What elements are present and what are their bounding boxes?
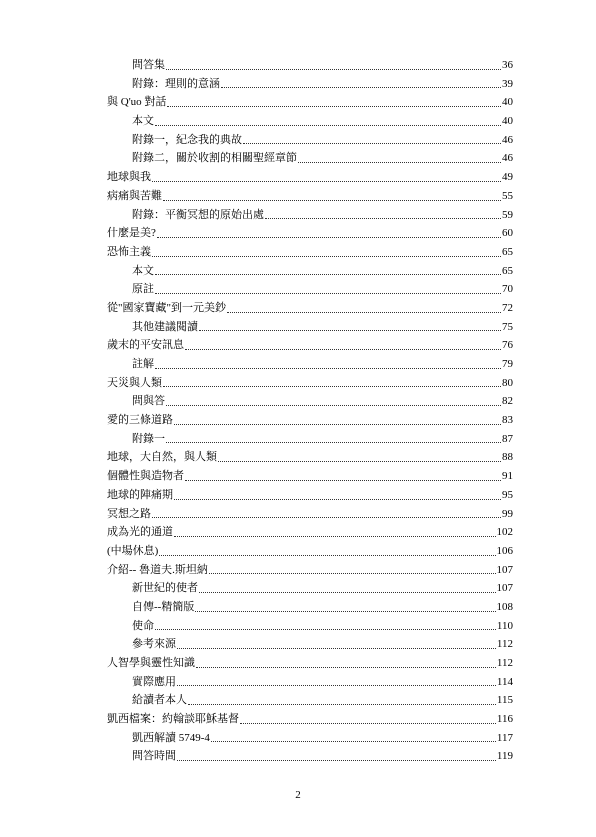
toc-entry-page: 70 bbox=[502, 283, 513, 296]
toc-entry-page: 72 bbox=[502, 301, 513, 314]
dot-leader bbox=[155, 125, 501, 126]
toc-entry-page: 82 bbox=[502, 395, 513, 408]
toc-entry-title: 其他建議閱讀 bbox=[132, 320, 198, 333]
toc-entry-title: 附錄一，紀念我的典故 bbox=[132, 133, 242, 146]
toc-entry-title: 病痛與苦難 bbox=[107, 189, 162, 202]
toc-entry-page: 55 bbox=[502, 189, 513, 202]
toc-entry[interactable] bbox=[0, 224, 596, 243]
toc-entry[interactable] bbox=[0, 691, 596, 710]
dot-leader bbox=[152, 181, 501, 182]
toc-entry-title: 愛的三條道路 bbox=[107, 414, 173, 427]
toc-entry-title: 附錄：平衡冥想的原始出處 bbox=[132, 208, 264, 221]
dot-leader bbox=[298, 162, 501, 163]
toc-entry-title: 凱西解讀 5749-4 bbox=[132, 731, 210, 744]
toc-entry-title: 本文 bbox=[132, 115, 154, 128]
dot-leader bbox=[221, 87, 501, 88]
toc-entry[interactable] bbox=[0, 673, 596, 692]
dot-leader bbox=[177, 760, 496, 761]
toc-entry-title: 實際應用 bbox=[132, 675, 176, 688]
toc-entry-page: 59 bbox=[502, 208, 513, 221]
toc-entry-page: 99 bbox=[502, 507, 513, 520]
toc-entry[interactable] bbox=[0, 523, 596, 542]
toc-entry-page: 65 bbox=[502, 264, 513, 277]
toc-entry[interactable] bbox=[0, 187, 596, 206]
toc-entry-title: 成為光的通道 bbox=[107, 526, 173, 539]
toc-entry-title: 附錄一 bbox=[132, 432, 165, 445]
toc-entry-page: 88 bbox=[502, 451, 513, 464]
dot-leader bbox=[167, 106, 501, 107]
toc-entry-title: 凱西檔案：約翰談耶穌基督 bbox=[107, 713, 239, 726]
dot-leader bbox=[152, 256, 501, 257]
toc-entry-title: 問與答 bbox=[132, 395, 165, 408]
page-number: 2 bbox=[295, 789, 301, 801]
dot-leader bbox=[211, 741, 496, 742]
toc-entry[interactable] bbox=[0, 336, 596, 355]
toc-entry[interactable] bbox=[0, 56, 596, 75]
toc-entry[interactable] bbox=[0, 299, 596, 318]
dot-leader bbox=[166, 69, 501, 70]
toc-entry[interactable] bbox=[0, 654, 596, 673]
dot-leader bbox=[209, 573, 496, 574]
toc-entry-title: 問答時間 bbox=[132, 750, 176, 763]
toc-entry-page: 46 bbox=[502, 133, 513, 146]
dot-leader bbox=[155, 274, 501, 275]
dot-leader bbox=[174, 536, 496, 537]
toc-entry[interactable] bbox=[0, 486, 596, 505]
toc-entry[interactable] bbox=[0, 280, 596, 299]
toc-entry-page: 65 bbox=[502, 245, 513, 258]
toc-entry-page: 117 bbox=[496, 731, 513, 744]
toc-entry-title: 使命 bbox=[132, 619, 154, 632]
toc-entry-title: 地球，大自然，與人類 bbox=[107, 451, 217, 464]
dot-leader bbox=[243, 143, 501, 144]
toc-entry-page: 80 bbox=[502, 376, 513, 389]
dot-leader bbox=[188, 704, 496, 705]
dot-leader bbox=[177, 648, 496, 649]
dot-leader bbox=[195, 611, 495, 612]
toc-entry-title: 與 Q'uo 對話 bbox=[107, 96, 167, 109]
toc-entry[interactable] bbox=[0, 262, 596, 281]
toc-entry[interactable] bbox=[0, 355, 596, 374]
toc-entry[interactable] bbox=[0, 505, 596, 524]
dot-leader bbox=[240, 723, 496, 724]
toc-entry-title: 地球的陣痛期 bbox=[107, 488, 173, 501]
toc-entry[interactable] bbox=[0, 710, 596, 729]
dot-leader bbox=[152, 517, 501, 518]
toc-entry[interactable] bbox=[0, 561, 596, 580]
toc-entry-title: 地球與我 bbox=[107, 171, 151, 184]
toc-entry-page: 112 bbox=[496, 657, 513, 669]
toc-entry-title: 冥想之路 bbox=[107, 507, 151, 520]
dot-leader bbox=[155, 293, 501, 294]
dot-leader bbox=[185, 480, 501, 481]
toc-entry[interactable] bbox=[0, 617, 596, 636]
toc-entry-page: 40 bbox=[502, 115, 513, 128]
toc-entry-page: 110 bbox=[496, 619, 513, 632]
table-of-contents bbox=[0, 56, 596, 766]
toc-entry[interactable] bbox=[0, 149, 596, 168]
toc-entry-page: 60 bbox=[502, 227, 513, 240]
toc-entry-title: 附錄：理則的意涵 bbox=[132, 77, 220, 90]
toc-entry-page: 36 bbox=[502, 59, 513, 71]
toc-entry-page: 107 bbox=[496, 582, 513, 595]
toc-entry-page: 116 bbox=[496, 713, 513, 726]
toc-entry-page: 108 bbox=[496, 600, 513, 613]
toc-entry-title: 給讀者本人 bbox=[132, 694, 187, 707]
toc-entry-title: 從"國家寶藏"到一元美鈔 bbox=[107, 301, 226, 314]
dot-leader bbox=[227, 312, 501, 313]
dot-leader bbox=[199, 592, 496, 593]
dot-leader bbox=[166, 405, 501, 406]
toc-entry-title: 恐怖主義 bbox=[107, 245, 151, 258]
dot-leader bbox=[166, 442, 501, 443]
toc-entry-title: 什麼是美? bbox=[107, 227, 156, 240]
dot-leader bbox=[163, 386, 501, 387]
toc-entry[interactable] bbox=[0, 93, 596, 112]
toc-entry-page: 95 bbox=[502, 488, 513, 501]
toc-entry-page: 46 bbox=[502, 152, 513, 165]
toc-entry[interactable] bbox=[0, 131, 596, 150]
dot-leader bbox=[155, 629, 496, 630]
toc-entry[interactable] bbox=[0, 747, 596, 766]
dot-leader bbox=[174, 499, 501, 500]
toc-entry-page: 114 bbox=[496, 675, 513, 688]
toc-entry-title: 個體性與造物者 bbox=[107, 470, 184, 483]
toc-entry-page: 49 bbox=[502, 171, 513, 184]
toc-entry-page: 83 bbox=[502, 414, 513, 427]
toc-entry[interactable] bbox=[0, 75, 596, 94]
dot-leader bbox=[174, 424, 501, 425]
toc-entry-page: 119 bbox=[496, 750, 513, 763]
toc-entry[interactable] bbox=[0, 598, 596, 617]
dot-leader bbox=[199, 330, 501, 331]
toc-entry[interactable] bbox=[0, 392, 596, 411]
toc-entry[interactable] bbox=[0, 374, 596, 393]
dot-leader bbox=[265, 218, 501, 219]
toc-entry-page: 87 bbox=[502, 432, 513, 445]
toc-entry-page: 39 bbox=[502, 77, 513, 90]
dot-leader bbox=[177, 685, 496, 686]
toc-entry[interactable] bbox=[0, 206, 596, 225]
toc-entry-title: 歲末的平安訊息 bbox=[107, 339, 184, 352]
toc-entry[interactable] bbox=[0, 430, 596, 449]
toc-entry-page: 40 bbox=[502, 96, 513, 109]
dot-leader bbox=[163, 200, 501, 201]
dot-leader bbox=[155, 368, 501, 369]
toc-entry-title: 自傳--精簡版 bbox=[132, 600, 195, 613]
toc-entry-title: 本文 bbox=[132, 264, 154, 277]
toc-entry-page: 107 bbox=[496, 563, 513, 576]
toc-entry-page: 91 bbox=[502, 470, 513, 483]
toc-entry[interactable] bbox=[0, 448, 596, 467]
dot-leader bbox=[185, 349, 501, 350]
toc-entry[interactable] bbox=[0, 729, 596, 748]
toc-entry-page: 115 bbox=[496, 694, 513, 707]
toc-entry-page: 75 bbox=[502, 320, 513, 333]
toc-entry-page: 76 bbox=[502, 339, 513, 352]
toc-entry[interactable] bbox=[0, 168, 596, 187]
toc-entry-title: 附錄二，關於收割的相關聖經章節 bbox=[132, 152, 297, 165]
toc-entry-title: 原註 bbox=[132, 283, 154, 296]
toc-entry[interactable] bbox=[0, 579, 596, 598]
toc-entry-title: 問答集 bbox=[132, 59, 165, 71]
toc-entry[interactable] bbox=[0, 411, 596, 430]
toc-entry[interactable] bbox=[0, 635, 596, 654]
toc-entry-page: 102 bbox=[496, 526, 513, 539]
toc-entry[interactable] bbox=[0, 243, 596, 262]
toc-entry-title: 參考來源 bbox=[132, 638, 176, 651]
toc-entry-title: 註解 bbox=[132, 358, 154, 370]
dot-leader bbox=[157, 237, 501, 238]
toc-entry[interactable] bbox=[0, 112, 596, 131]
dot-leader bbox=[196, 667, 496, 668]
toc-entry-page: 106 bbox=[496, 544, 513, 557]
toc-entry-title: (中場休息) bbox=[107, 544, 159, 557]
toc-entry-page: 79 bbox=[502, 358, 513, 370]
toc-entry-title: 介紹-- 魯道夫.斯坦納 bbox=[107, 563, 208, 576]
toc-entry[interactable] bbox=[0, 542, 596, 561]
toc-entry[interactable] bbox=[0, 467, 596, 486]
toc-entry-title: 新世紀的使者 bbox=[132, 582, 198, 595]
dot-leader bbox=[159, 555, 495, 556]
toc-entry-title: 人智學與靈性知識 bbox=[107, 657, 195, 669]
toc-entry[interactable] bbox=[0, 318, 596, 337]
toc-entry-title: 天災與人類 bbox=[107, 376, 162, 389]
dot-leader bbox=[218, 461, 501, 462]
toc-entry-page: 112 bbox=[496, 638, 513, 651]
